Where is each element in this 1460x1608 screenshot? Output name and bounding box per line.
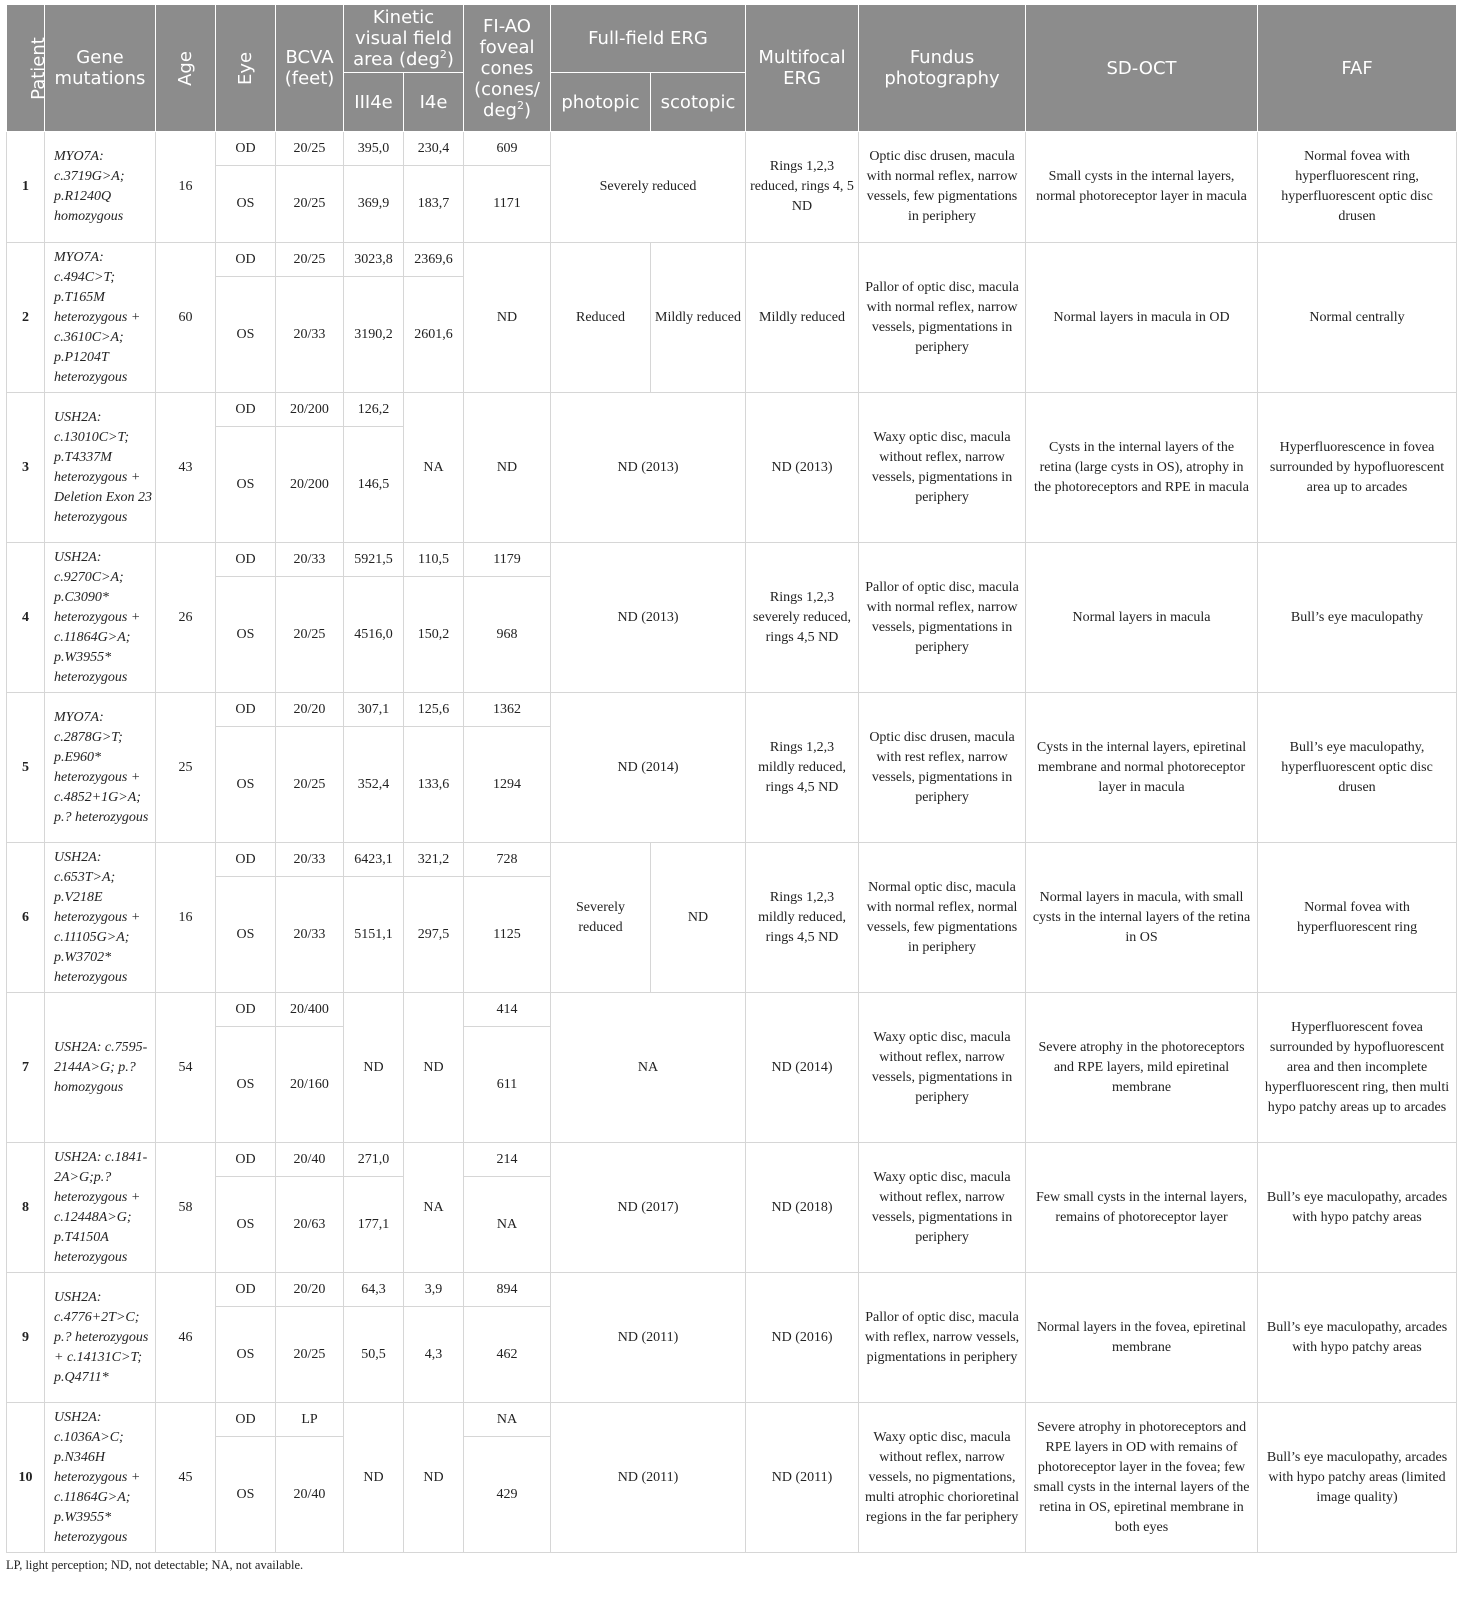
- i4e-value: NA: [404, 1143, 464, 1273]
- iii4e-value: 64,3: [344, 1273, 404, 1307]
- fiao-value: 611: [464, 1027, 551, 1143]
- fiao-value: 414: [464, 993, 551, 1027]
- header-iii4e: III4e: [344, 73, 404, 132]
- table-row: [7, 1403, 1457, 1437]
- fiao-value: 429: [464, 1437, 551, 1553]
- iii4e-value: 146,5: [344, 427, 404, 543]
- iii4e-value: ND: [344, 1403, 404, 1553]
- gene-mutations: USH2A: c.653T>A; p.V218E heterozygous + c.11105G>A; p.W3702* heterozygous: [45, 843, 156, 993]
- table-footnote: LP, light perception; ND, not detectable; NA, not available.: [6, 1558, 304, 1572]
- eye: OS: [216, 577, 276, 693]
- full-field-erg: ND (2013): [551, 393, 746, 543]
- i4e-value: 3,9: [404, 1273, 464, 1307]
- eye: OS: [216, 166, 276, 243]
- age: 58: [156, 1143, 216, 1273]
- gene-mutations: USH2A: c.4776+2T>C; p.? heterozygous + c.14131C>T; p.Q4711*: [45, 1273, 156, 1403]
- sd-oct: Cysts in the internal layers of the retina (large cysts in OS), atrophy in the photoreceptors and RPE in macula: [1026, 393, 1258, 543]
- iii4e-value: 6423,1: [344, 843, 404, 877]
- patient-id: 4: [7, 543, 45, 693]
- multifocal-erg: Rings 1,2,3 mildly reduced, rings 4,5 ND: [746, 693, 859, 843]
- bcva: 20/25: [276, 132, 344, 166]
- i4e-value: ND: [404, 1403, 464, 1553]
- patient-id: 5: [7, 693, 45, 843]
- fiao-value: 1125: [464, 877, 551, 993]
- eye: OS: [216, 877, 276, 993]
- bcva: 20/63: [276, 1177, 344, 1273]
- multifocal-erg: ND (2016): [746, 1273, 859, 1403]
- patient-id: 2: [7, 243, 45, 393]
- iii4e-value: 50,5: [344, 1307, 404, 1403]
- bcva: 20/25: [276, 1307, 344, 1403]
- bcva: 20/25: [276, 166, 344, 243]
- age: 45: [156, 1403, 216, 1553]
- fiao-value: 1171: [464, 166, 551, 243]
- bcva: 20/20: [276, 1273, 344, 1307]
- faf: Bull’s eye maculopathy, arcades with hypo patchy areas: [1258, 1273, 1457, 1403]
- iii4e-value: 126,2: [344, 393, 404, 427]
- faf: Normal fovea with hyperfluorescent ring: [1258, 843, 1457, 993]
- i4e-value: 297,5: [404, 877, 464, 993]
- faf: Hyperfluorescent fovea surrounded by hypofluorescent area and then incomplete hyperfluorescent ring, then multi hypo patchy areas up to arcades: [1258, 993, 1457, 1143]
- table-body: [7, 132, 1457, 1553]
- age: 54: [156, 993, 216, 1143]
- header-age: Age: [156, 5, 216, 132]
- fiao-value: 728: [464, 843, 551, 877]
- photopic-erg: Reduced: [551, 243, 651, 393]
- gene-mutations: MYO7A: c.494C>T; p.T165M heterozygous + c.3610C>A; p.P1204T heterozygous: [45, 243, 156, 393]
- i4e-value: ND: [404, 993, 464, 1143]
- sd-oct: Small cysts in the internal layers, normal photoreceptor layer in macula: [1026, 132, 1258, 243]
- faf: Hyperfluorescence in fovea surrounded by hypofluorescent area up to arcades: [1258, 393, 1457, 543]
- header-photopic: photopic: [551, 73, 651, 132]
- gene-mutations: MYO7A: c.2878G>T; p.E960* heterozygous + c.4852+1G>A; p.? heterozygous: [45, 693, 156, 843]
- gene-mutations: USH2A: c.7595-2144A>G; p.? homozygous: [45, 993, 156, 1143]
- fundus-photography: Waxy optic disc, macula without reflex, narrow vessels, pigmentations in periphery: [859, 1143, 1026, 1273]
- i4e-value: 321,2: [404, 843, 464, 877]
- fiao-value: ND: [464, 243, 551, 393]
- fundus-photography: Pallor of optic disc, macula with normal reflex, narrow vessels, pigmentations in periphery: [859, 543, 1026, 693]
- eye: OS: [216, 727, 276, 843]
- fiao-value: 1362: [464, 693, 551, 727]
- full-field-erg: Severely reduced: [551, 132, 746, 243]
- faf: Bull’s eye maculopathy: [1258, 543, 1457, 693]
- bcva: 20/25: [276, 243, 344, 277]
- table-row: [7, 1273, 1457, 1307]
- age: 26: [156, 543, 216, 693]
- eye: OD: [216, 132, 276, 166]
- fiao-value: 462: [464, 1307, 551, 1403]
- header-scotopic: scotopic: [651, 73, 746, 132]
- bcva: 20/33: [276, 543, 344, 577]
- age: 16: [156, 132, 216, 243]
- scotopic-erg: ND: [651, 843, 746, 993]
- table-row: [7, 843, 1457, 877]
- sd-oct: Severe atrophy in photoreceptors and RPE layers in OD with remains of photoreceptor layer in the fovea; few small cysts in the internal layers of the retina in OS, epiretinal membrane in both eyes: [1026, 1403, 1258, 1553]
- age: 46: [156, 1273, 216, 1403]
- header-fundus-photography: Fundus photography: [859, 5, 1026, 132]
- header-faf: FAF: [1258, 5, 1457, 132]
- multifocal-erg: Rings 1,2,3 mildly reduced, rings 4,5 ND: [746, 843, 859, 993]
- bcva: 20/25: [276, 577, 344, 693]
- iii4e-value: ND: [344, 993, 404, 1143]
- fundus-photography: Pallor of optic disc, macula with normal reflex, narrow vessels, pigmentations in periphery: [859, 243, 1026, 393]
- multifocal-erg: ND (2011): [746, 1403, 859, 1553]
- table-row: [7, 993, 1457, 1027]
- full-field-erg: ND (2013): [551, 543, 746, 693]
- i4e-value: 230,4: [404, 132, 464, 166]
- iii4e-value: 3190,2: [344, 277, 404, 393]
- patient-table: [6, 4, 1457, 1553]
- eye: OD: [216, 393, 276, 427]
- bcva: 20/200: [276, 427, 344, 543]
- fundus-photography: Pallor of optic disc, macula with reflex, narrow vessels, pigmentations in periphery: [859, 1273, 1026, 1403]
- table-row: [7, 693, 1457, 727]
- gene-mutations: USH2A: c.13010C>T; p.T4337M heterozygous + Deletion Exon 23 heterozygous: [45, 393, 156, 543]
- eye: OS: [216, 277, 276, 393]
- eye: OD: [216, 693, 276, 727]
- eye: OD: [216, 1273, 276, 1307]
- bcva: 20/33: [276, 877, 344, 993]
- sd-oct: Cysts in the internal layers, epiretinal membrane and normal photoreceptor layer in macula: [1026, 693, 1258, 843]
- multifocal-erg: ND (2013): [746, 393, 859, 543]
- bcva: 20/400: [276, 993, 344, 1027]
- bcva: 20/25: [276, 727, 344, 843]
- header-patient: Patient: [7, 5, 45, 132]
- multifocal-erg: Rings 1,2,3 severely reduced, rings 4,5 ND: [746, 543, 859, 693]
- bcva: 20/160: [276, 1027, 344, 1143]
- age: 16: [156, 843, 216, 993]
- eye: OS: [216, 1307, 276, 1403]
- eye: OD: [216, 993, 276, 1027]
- sd-oct: Normal layers in macula in OD: [1026, 243, 1258, 393]
- bcva: 20/20: [276, 693, 344, 727]
- bcva: 20/40: [276, 1143, 344, 1177]
- fiao-value: ND: [464, 393, 551, 543]
- photopic-erg: Severely reduced: [551, 843, 651, 993]
- header-full-field-erg: Full-field ERG: [551, 5, 746, 73]
- patient-id: 9: [7, 1273, 45, 1403]
- gene-mutations: MYO7A: c.3719G>A; p.R1240Q homozygous: [45, 132, 156, 243]
- age: 43: [156, 393, 216, 543]
- fiao-value: 609: [464, 132, 551, 166]
- patient-id: 1: [7, 132, 45, 243]
- faf: Normal fovea with hyperfluorescent ring, hyperfluorescent optic disc drusen: [1258, 132, 1457, 243]
- iii4e-value: 5921,5: [344, 543, 404, 577]
- i4e-value: 133,6: [404, 727, 464, 843]
- scotopic-erg: Mildly reduced: [651, 243, 746, 393]
- iii4e-value: 369,9: [344, 166, 404, 243]
- header-multifocal-erg: Multifocal ERG: [746, 5, 859, 132]
- fiao-value: 1179: [464, 543, 551, 577]
- eye: OD: [216, 1403, 276, 1437]
- header-bcva: BCVA (feet): [276, 5, 344, 132]
- eye: OS: [216, 427, 276, 543]
- eye: OS: [216, 1437, 276, 1553]
- full-field-erg: ND (2011): [551, 1403, 746, 1553]
- age: 25: [156, 693, 216, 843]
- i4e-value: 150,2: [404, 577, 464, 693]
- iii4e-value: 4516,0: [344, 577, 404, 693]
- fiao-value: 968: [464, 577, 551, 693]
- i4e-value: 125,6: [404, 693, 464, 727]
- multifocal-erg: ND (2018): [746, 1143, 859, 1273]
- table-row: [7, 1143, 1457, 1177]
- header-eye: Eye: [216, 5, 276, 132]
- fiao-value: 894: [464, 1273, 551, 1307]
- i4e-value: 2601,6: [404, 277, 464, 393]
- fundus-photography: Waxy optic disc, macula without reflex, narrow vessels, pigmentations in periphery: [859, 993, 1026, 1143]
- table-row: [7, 132, 1457, 166]
- table-row: [7, 393, 1457, 427]
- header-fiao-foveal-cones: FI-AO foveal cones (cones/ deg$^2$): [464, 5, 551, 132]
- iii4e-value: 352,4: [344, 727, 404, 843]
- eye: OD: [216, 1143, 276, 1177]
- gene-mutations: USH2A: c.1841-2A>G;p.? heterozygous + c.12448A>G; p.T4150A heterozygous: [45, 1143, 156, 1273]
- fundus-photography: Waxy optic disc, macula without reflex, narrow vessels, no pigmentations, multi atrophic chorioretinal regions in the far periphery: [859, 1403, 1026, 1553]
- i4e-value: 110,5: [404, 543, 464, 577]
- gene-mutations: USH2A: c.9270C>A; p.C3090* heterozygous + c.11864G>A; p.W3955* heterozygous: [45, 543, 156, 693]
- sd-oct: Normal layers in macula: [1026, 543, 1258, 693]
- patient-id: 3: [7, 393, 45, 543]
- fundus-photography: Optic disc drusen, macula with normal reflex, narrow vessels, few pigmentations in periphery: [859, 132, 1026, 243]
- fiao-value: NA: [464, 1403, 551, 1437]
- bcva: 20/200: [276, 393, 344, 427]
- faf: Bull’s eye maculopathy, arcades with hypo patchy areas (limited image quality): [1258, 1403, 1457, 1553]
- full-field-erg: NA: [551, 993, 746, 1143]
- faf: Bull’s eye maculopathy, hyperfluorescent optic disc drusen: [1258, 693, 1457, 843]
- multifocal-erg: Mildly reduced: [746, 243, 859, 393]
- bcva: 20/33: [276, 277, 344, 393]
- patient-id: 8: [7, 1143, 45, 1273]
- gene-mutations: USH2A: c.1036A>C; p.N346H heterozygous + c.11864G>A; p.W3955* heterozygous: [45, 1403, 156, 1553]
- sd-oct: Few small cysts in the internal layers, remains of photoreceptor layer: [1026, 1143, 1258, 1273]
- iii4e-value: 5151,1: [344, 877, 404, 993]
- multifocal-erg: ND (2014): [746, 993, 859, 1143]
- full-field-erg: ND (2014): [551, 693, 746, 843]
- bcva: LP: [276, 1403, 344, 1437]
- table-row: [7, 243, 1457, 277]
- full-field-erg: ND (2017): [551, 1143, 746, 1273]
- header-i4e: I4e: [404, 73, 464, 132]
- fiao-value: 214: [464, 1143, 551, 1177]
- age: 60: [156, 243, 216, 393]
- eye: OD: [216, 243, 276, 277]
- bcva: 20/40: [276, 1437, 344, 1553]
- table-row: [7, 543, 1457, 577]
- fiao-value: 1294: [464, 727, 551, 843]
- faf: Bull’s eye maculopathy, arcades with hypo patchy areas: [1258, 1143, 1457, 1273]
- iii4e-value: 177,1: [344, 1177, 404, 1273]
- patient-id: 6: [7, 843, 45, 993]
- fundus-photography: Optic disc drusen, macula with rest reflex, narrow vessels, pigmentations in periphery: [859, 693, 1026, 843]
- fundus-photography: Waxy optic disc, macula without reflex, narrow vessels, pigmentations in periphery: [859, 393, 1026, 543]
- eye: OS: [216, 1027, 276, 1143]
- table-container: [6, 4, 1456, 1573]
- faf: Normal centrally: [1258, 243, 1457, 393]
- i4e-value: 2369,6: [404, 243, 464, 277]
- sd-oct: Normal layers in the fovea, epiretinal membrane: [1026, 1273, 1258, 1403]
- iii4e-value: 307,1: [344, 693, 404, 727]
- iii4e-value: 271,0: [344, 1143, 404, 1177]
- sd-oct: Severe atrophy in the photoreceptors and RPE layers, mild epiretinal membrane: [1026, 993, 1258, 1143]
- i4e-value: 183,7: [404, 166, 464, 243]
- fundus-photography: Normal optic disc, macula with normal reflex, normal vessels, few pigmentations in periphery: [859, 843, 1026, 993]
- fiao-value: NA: [464, 1177, 551, 1273]
- header-gene-mutations: Gene mutations: [45, 5, 156, 132]
- sd-oct: Normal layers in macula, with small cysts in the internal layers of the retina in OS: [1026, 843, 1258, 993]
- eye: OD: [216, 843, 276, 877]
- full-field-erg: ND (2011): [551, 1273, 746, 1403]
- header-kinetic-visual-field: Kinetic visual field area (deg$^2$): [344, 5, 464, 73]
- patient-id: 10: [7, 1403, 45, 1553]
- patient-id: 7: [7, 993, 45, 1143]
- i4e-value: NA: [404, 393, 464, 543]
- multifocal-erg: Rings 1,2,3 reduced, rings 4, 5 ND: [746, 132, 859, 243]
- table-header: [7, 5, 1457, 132]
- eye: OD: [216, 543, 276, 577]
- bcva: 20/33: [276, 843, 344, 877]
- eye: OS: [216, 1177, 276, 1273]
- iii4e-value: 3023,8: [344, 243, 404, 277]
- header-sd-oct: SD-OCT: [1026, 5, 1258, 132]
- iii4e-value: 395,0: [344, 132, 404, 166]
- i4e-value: 4,3: [404, 1307, 464, 1403]
